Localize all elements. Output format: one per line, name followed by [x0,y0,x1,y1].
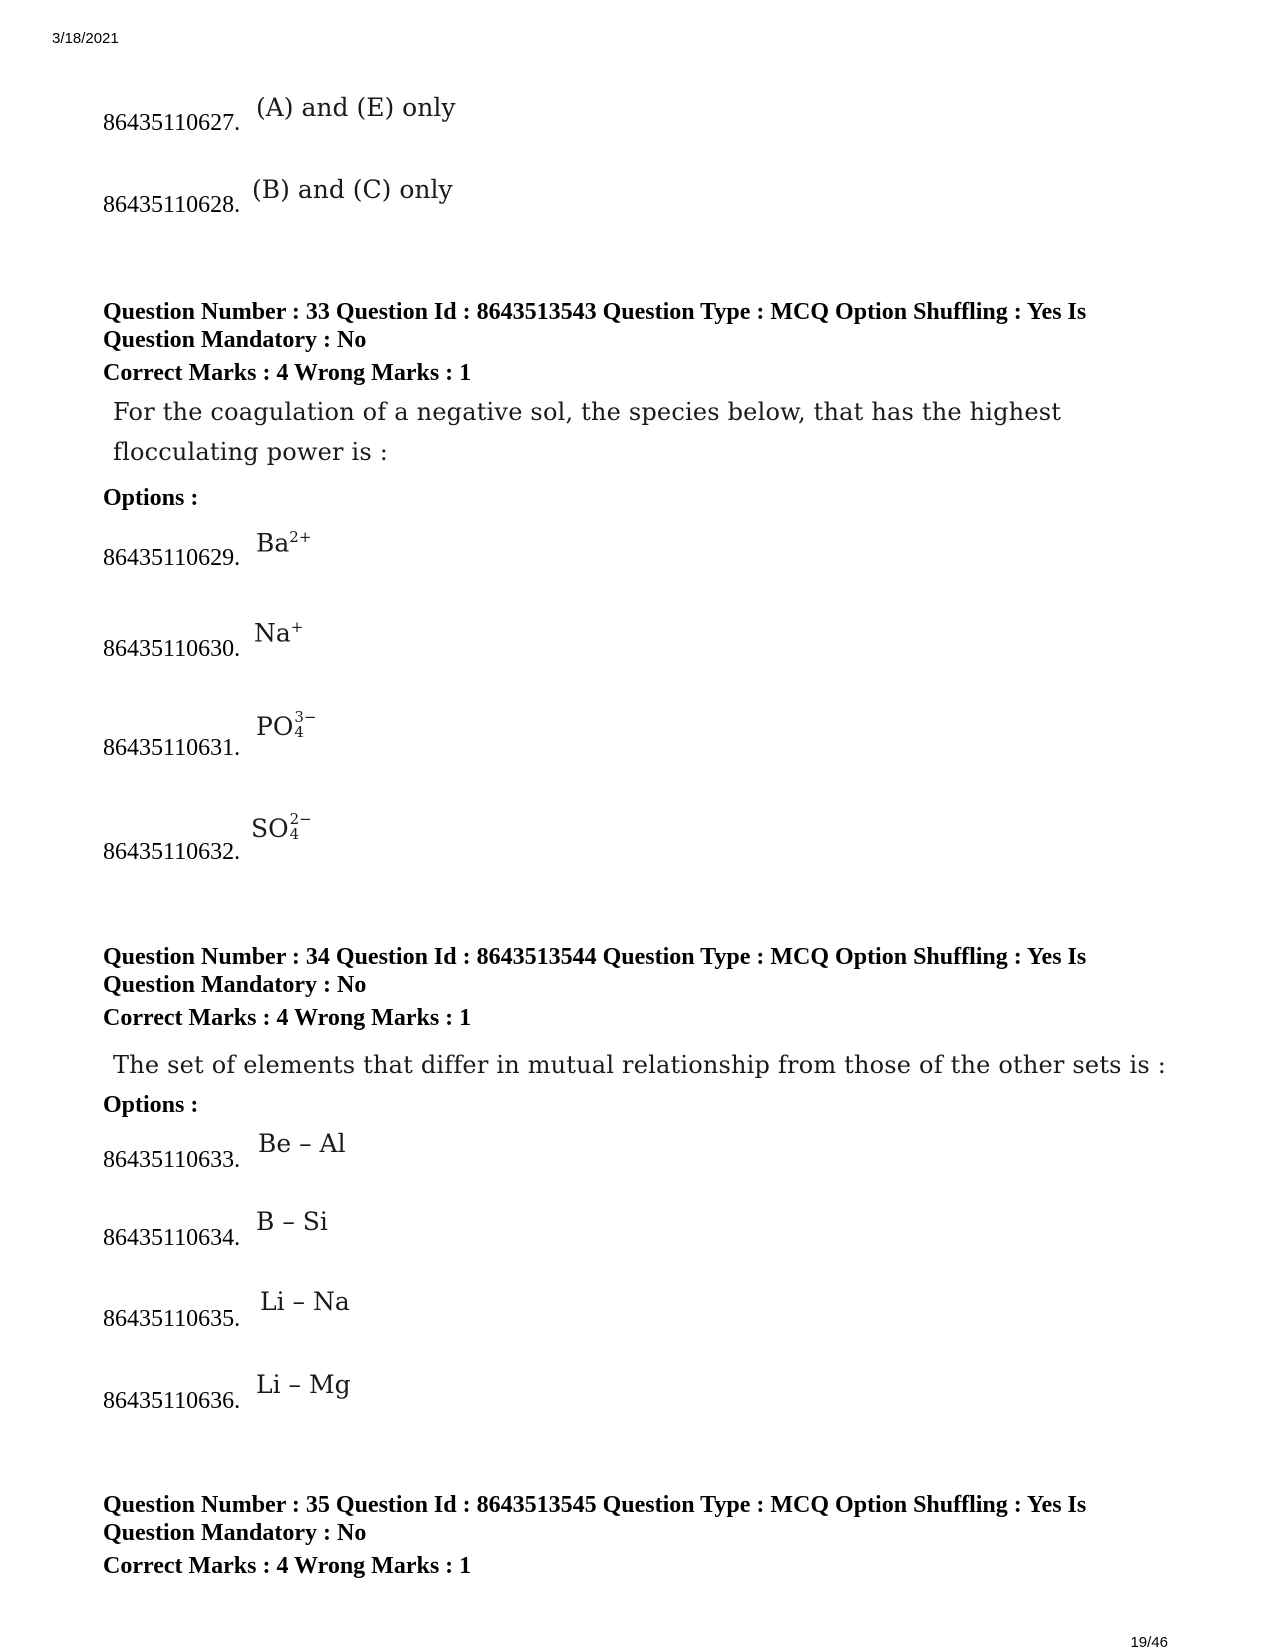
question-35-marks: Correct Marks : 4 Wrong Marks : 1 [103,1553,472,1579]
option-id: 86435110632. [103,839,241,865]
formula-subscript: 4 [294,723,304,741]
formula-charge: 2+ [289,528,312,546]
option-id: 86435110628. [103,192,241,218]
option-formula [256,528,312,558]
option-text: (A) and (E) only [256,93,456,122]
question-34-marks: Correct Marks : 4 Wrong Marks : 1 [103,1005,472,1031]
option-text: Be – Al [258,1129,346,1158]
print-date: 3/18/2021 [52,30,119,47]
question-33-options-label: Options : [103,485,199,511]
option-id: 86435110630. [103,636,241,662]
formula-charge: 3− [294,708,317,726]
formula-base: Ba [256,528,290,558]
option-id: 86435110629. [103,545,241,571]
option-formula [256,710,316,740]
option-formula [254,618,304,648]
question-34-meta: Question Number : 34 Question Id : 8643513544 Question Type : MCQ Option Shuffling : Yes Is Question Mandatory : No [103,944,1087,998]
option-id: 86435110627. [103,110,241,136]
option-text: B – Si [256,1207,328,1236]
option-text: Li – Mg [256,1370,351,1399]
formula-charge: 2− [289,810,312,828]
formula-base: SO [251,814,289,843]
question-33-text: For the coagulation of a negative sol, the species below, that has the highest flocculating power is : [113,398,1062,466]
option-id: 86435110636. [103,1388,241,1414]
page-number: 19/46 [1130,1634,1168,1651]
option-formula [251,812,312,842]
question-33-marks: Correct Marks : 4 Wrong Marks : 1 [103,360,472,386]
question-34-text: The set of elements that differ in mutual relationship from those of the other sets is : [113,1051,1167,1079]
option-text: Li – Na [260,1287,350,1316]
question-33-meta: Question Number : 33 Question Id : 8643513543 Question Type : MCQ Option Shuffling : Yes Is Question Mandatory : No [103,299,1087,353]
formula-subscript: 4 [289,825,300,843]
question-35-meta: Question Number : 35 Question Id : 8643513545 Question Type : MCQ Option Shuffling : Yes Is Question Mandatory : No [103,1492,1087,1546]
question-34-options-label: Options : [103,1092,199,1118]
option-id: 86435110634. [103,1225,241,1251]
option-id: 86435110631. [103,735,241,761]
formula-base: PO [256,712,294,741]
formula-charge: + [290,618,304,636]
option-id: 86435110633. [103,1147,241,1173]
option-id: 86435110635. [103,1306,241,1332]
formula-base: Na [254,618,291,648]
option-text: (B) and (C) only [252,175,453,204]
